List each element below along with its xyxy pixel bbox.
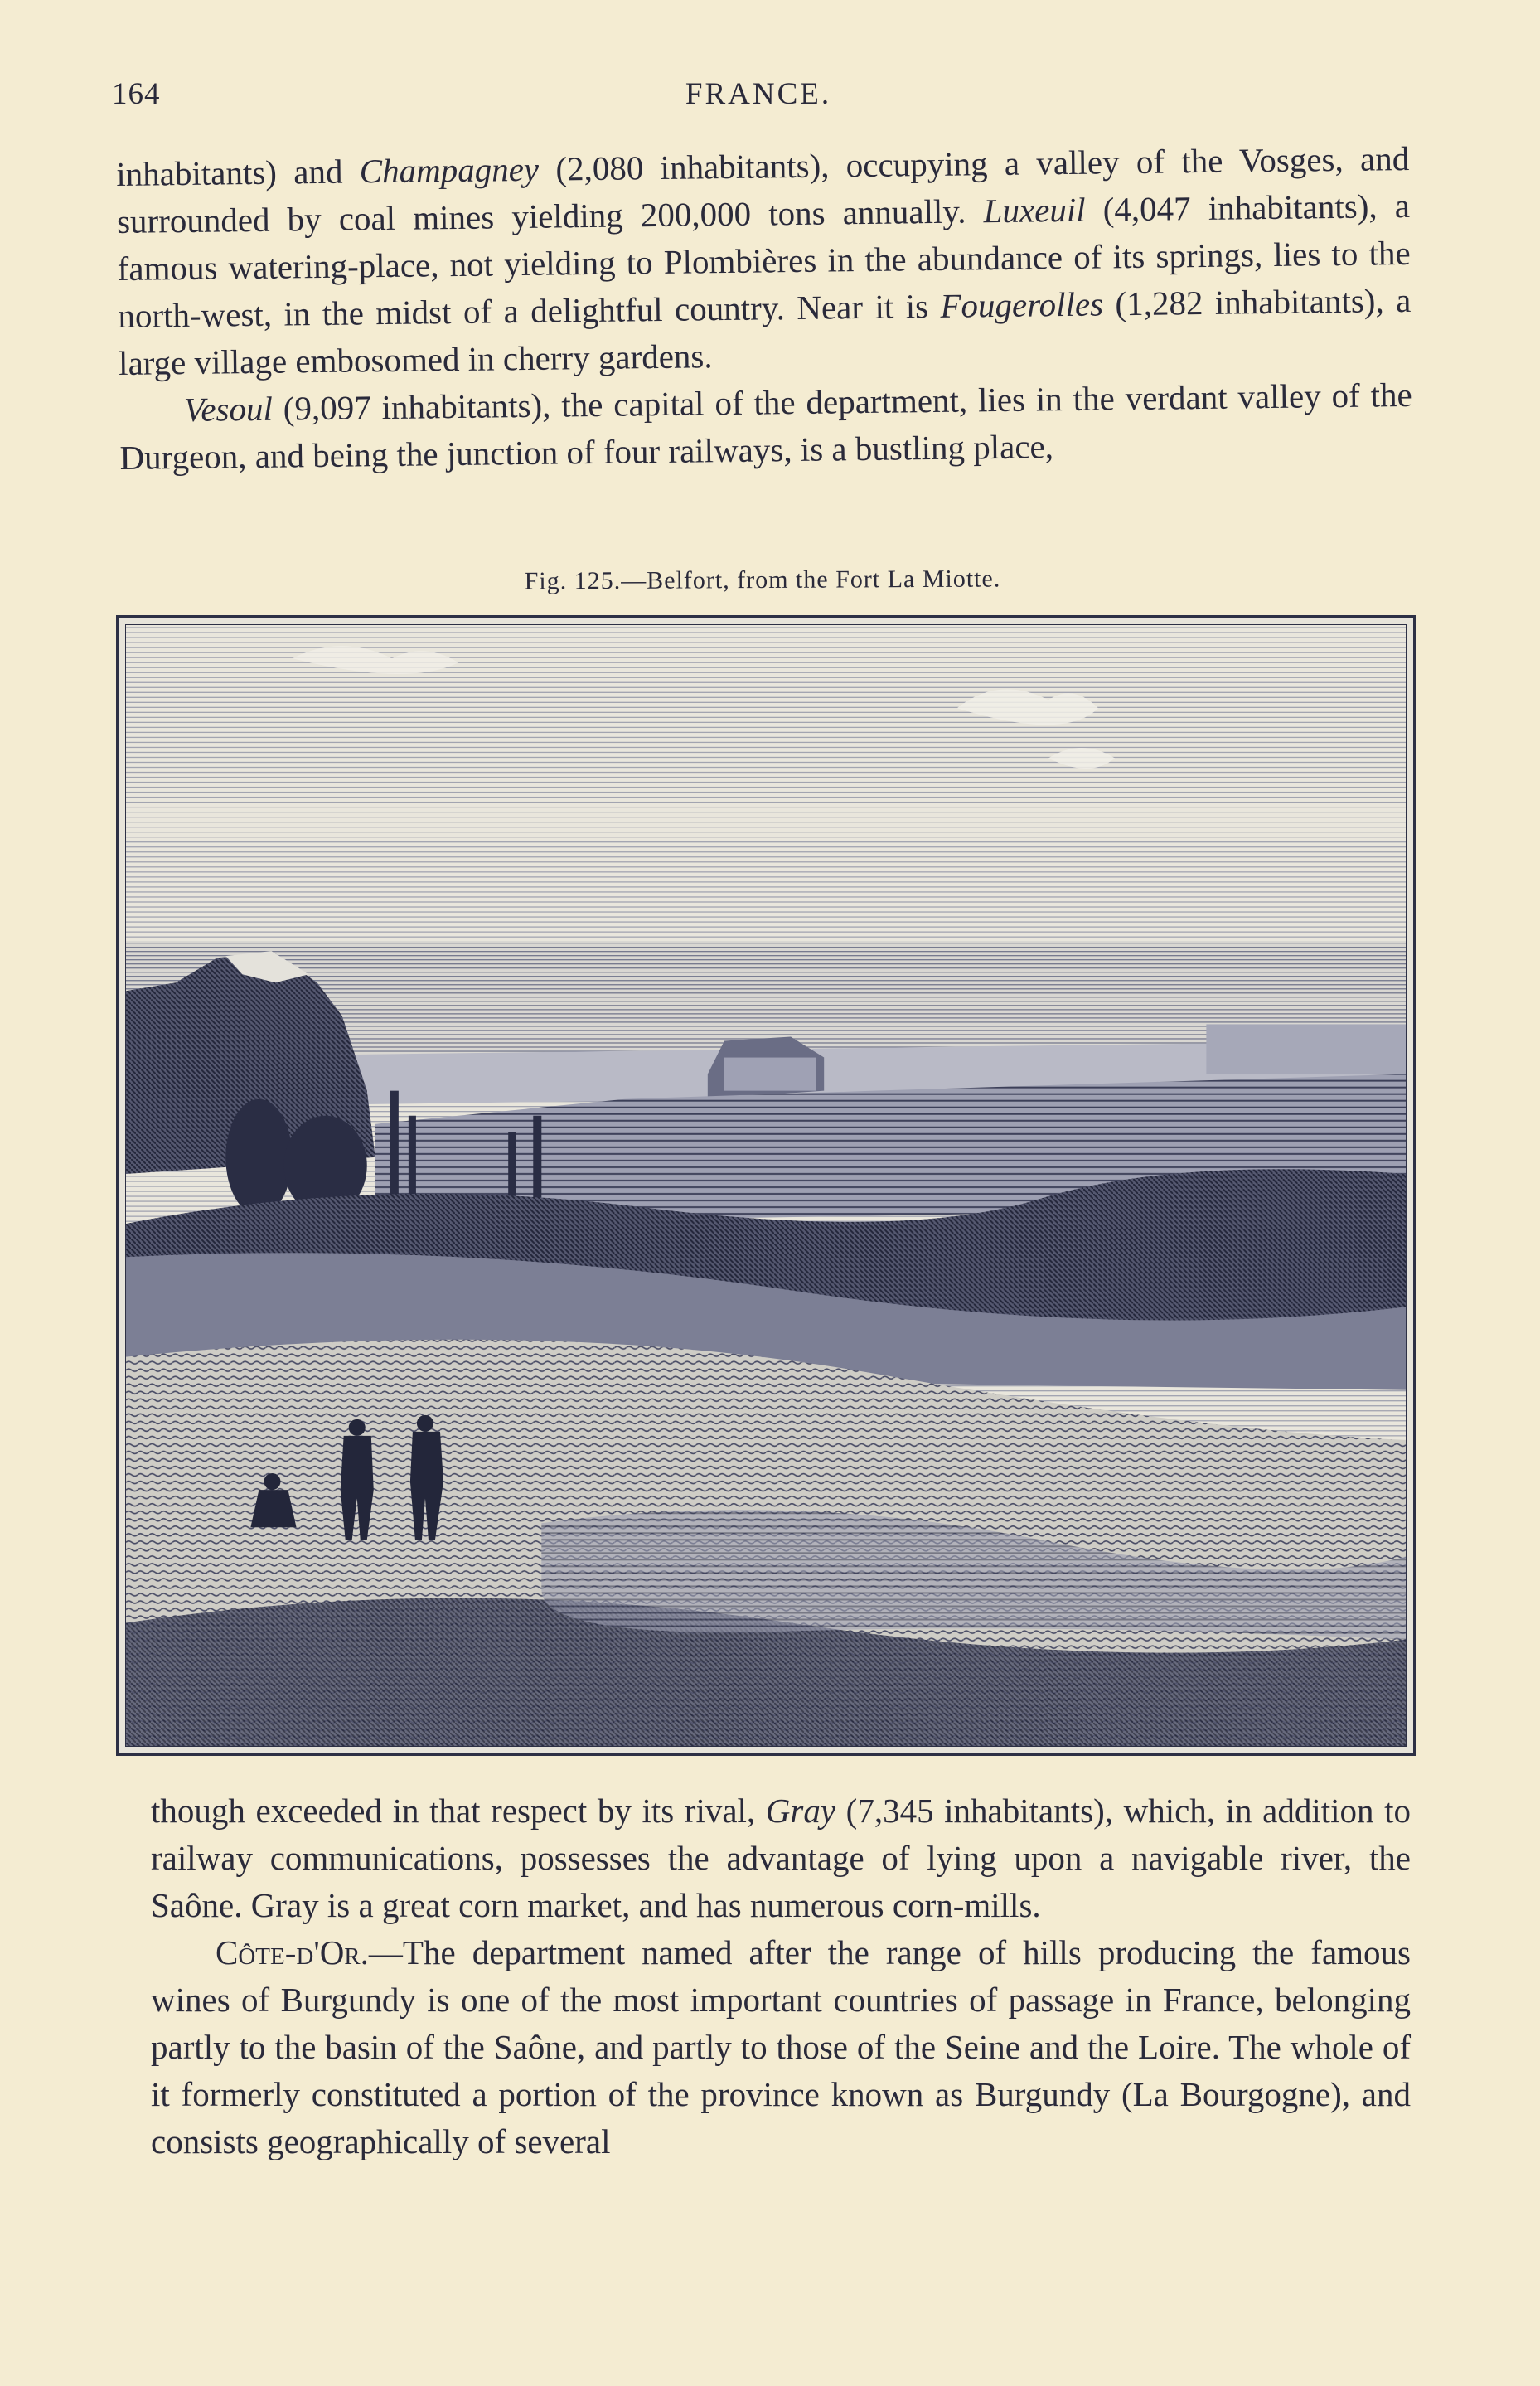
bottom-text-block [151,1787,1411,2165]
figure-caption: Fig. 125.—Belfort, from the Fort La Miotte. [524,565,1001,595]
text-run: (1,282 inhabitants), a large village embosomed in cherry gardens. [118,280,1412,382]
text-run: (4,047 inhabitants), a famous watering-place, not yielding to Plombières in the abundance of its springs, lies to the north-west, in the midst of a delightful country. Near it is [117,186,1411,335]
text-run: though exceeded in that respect by its rival, [151,1792,766,1830]
page-number: 164 [112,77,161,111]
text-run: (9,097 inhabitants), the capital of the department, lies in the verdant valley of the Durgeon, and being the junction of four railways, is a bustling place, [119,375,1412,477]
figure-illustration [116,615,1416,1756]
place-name: Fougerolles [940,284,1104,325]
text-run: inhabitants) and [116,152,361,193]
running-head [112,76,1405,126]
paragraph [119,371,1412,482]
text-run: (2,080 inhabitants), occupying a valley of the Vosges, and surrounded by coal mines yielding 200,000 tons annually. [116,138,1410,240]
top-text-block [116,135,1413,482]
paragraph [151,1787,1411,1929]
text-run: —The department named after the range of hills producing the famous wines of Burgundy is one of the most important countries of passage in France, belonging partly to the basin of the Saône, and partly to those of the Seine and the Loire. The whole of it formerly constituted a portion of the province known as Burgundy (La Bourgogne), and consists geographically of several [151,1933,1411,2160]
place-name: Gray [765,1792,836,1830]
paragraph [151,1929,1411,2165]
place-name: Champagney [359,149,540,191]
running-title: FRANCE. [685,77,832,111]
place-name: Vesoul [183,389,274,429]
paragraph [116,135,1412,387]
place-name: Luxeuil [983,190,1086,230]
section-heading: Côte-d'Or. [216,1933,369,1971]
engraving [125,624,1407,1747]
text-run: (7,345 inhabitants), which, in addition to railway communications, possesses the advantage of lying upon a navigable river, the Saône. Gray is a great corn market, and has numerous corn-mills. [151,1792,1412,1924]
engraving-drawing [126,625,1406,1746]
